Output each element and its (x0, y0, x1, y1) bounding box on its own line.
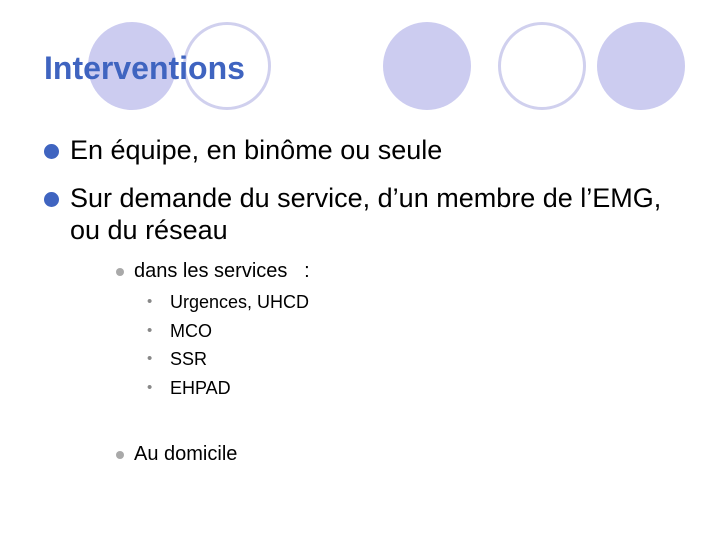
decor-circle-filled (383, 22, 471, 110)
sub-bullet-item (116, 441, 237, 467)
sub-sub-bullet-item (147, 290, 309, 314)
sub-sub-bullet-text: SSR (170, 349, 208, 369)
sub-sub-bullet-item (147, 347, 207, 371)
small-bullet-icon: • (147, 293, 153, 310)
sub-sub-bullet-item (147, 376, 231, 400)
sub-sub-bullet-item (147, 319, 212, 343)
sub-bullet-dot-icon (116, 451, 124, 459)
sub-bullet-dot-icon (116, 268, 124, 276)
bullet-item (44, 182, 684, 246)
sub-sub-bullet-text: MCO (170, 321, 212, 341)
small-bullet-icon: • (147, 350, 153, 367)
decor-circle-ring (498, 22, 586, 110)
slide-title: Interventions (44, 50, 245, 86)
sub-bullet-text: Au domicile (134, 443, 238, 465)
sub-sub-bullet-text: EHPAD (170, 378, 231, 398)
sub-sub-bullet-text: Urgences, UHCD (170, 292, 310, 312)
decor-circle-filled (597, 22, 685, 110)
bullet-text: En équipe, en binôme ou seule (70, 135, 443, 165)
bullet-item (44, 134, 684, 166)
sub-bullet-item (116, 258, 310, 284)
small-bullet-icon: • (147, 322, 153, 339)
small-bullet-icon: • (147, 379, 153, 396)
bullet-text: Sur demande du service, d’un membre de l’EMG, ou du réseau (70, 183, 662, 245)
sub-bullet-text: dans les services : (134, 260, 310, 282)
bullet-dot-icon (44, 192, 59, 207)
bullet-dot-icon (44, 144, 59, 159)
